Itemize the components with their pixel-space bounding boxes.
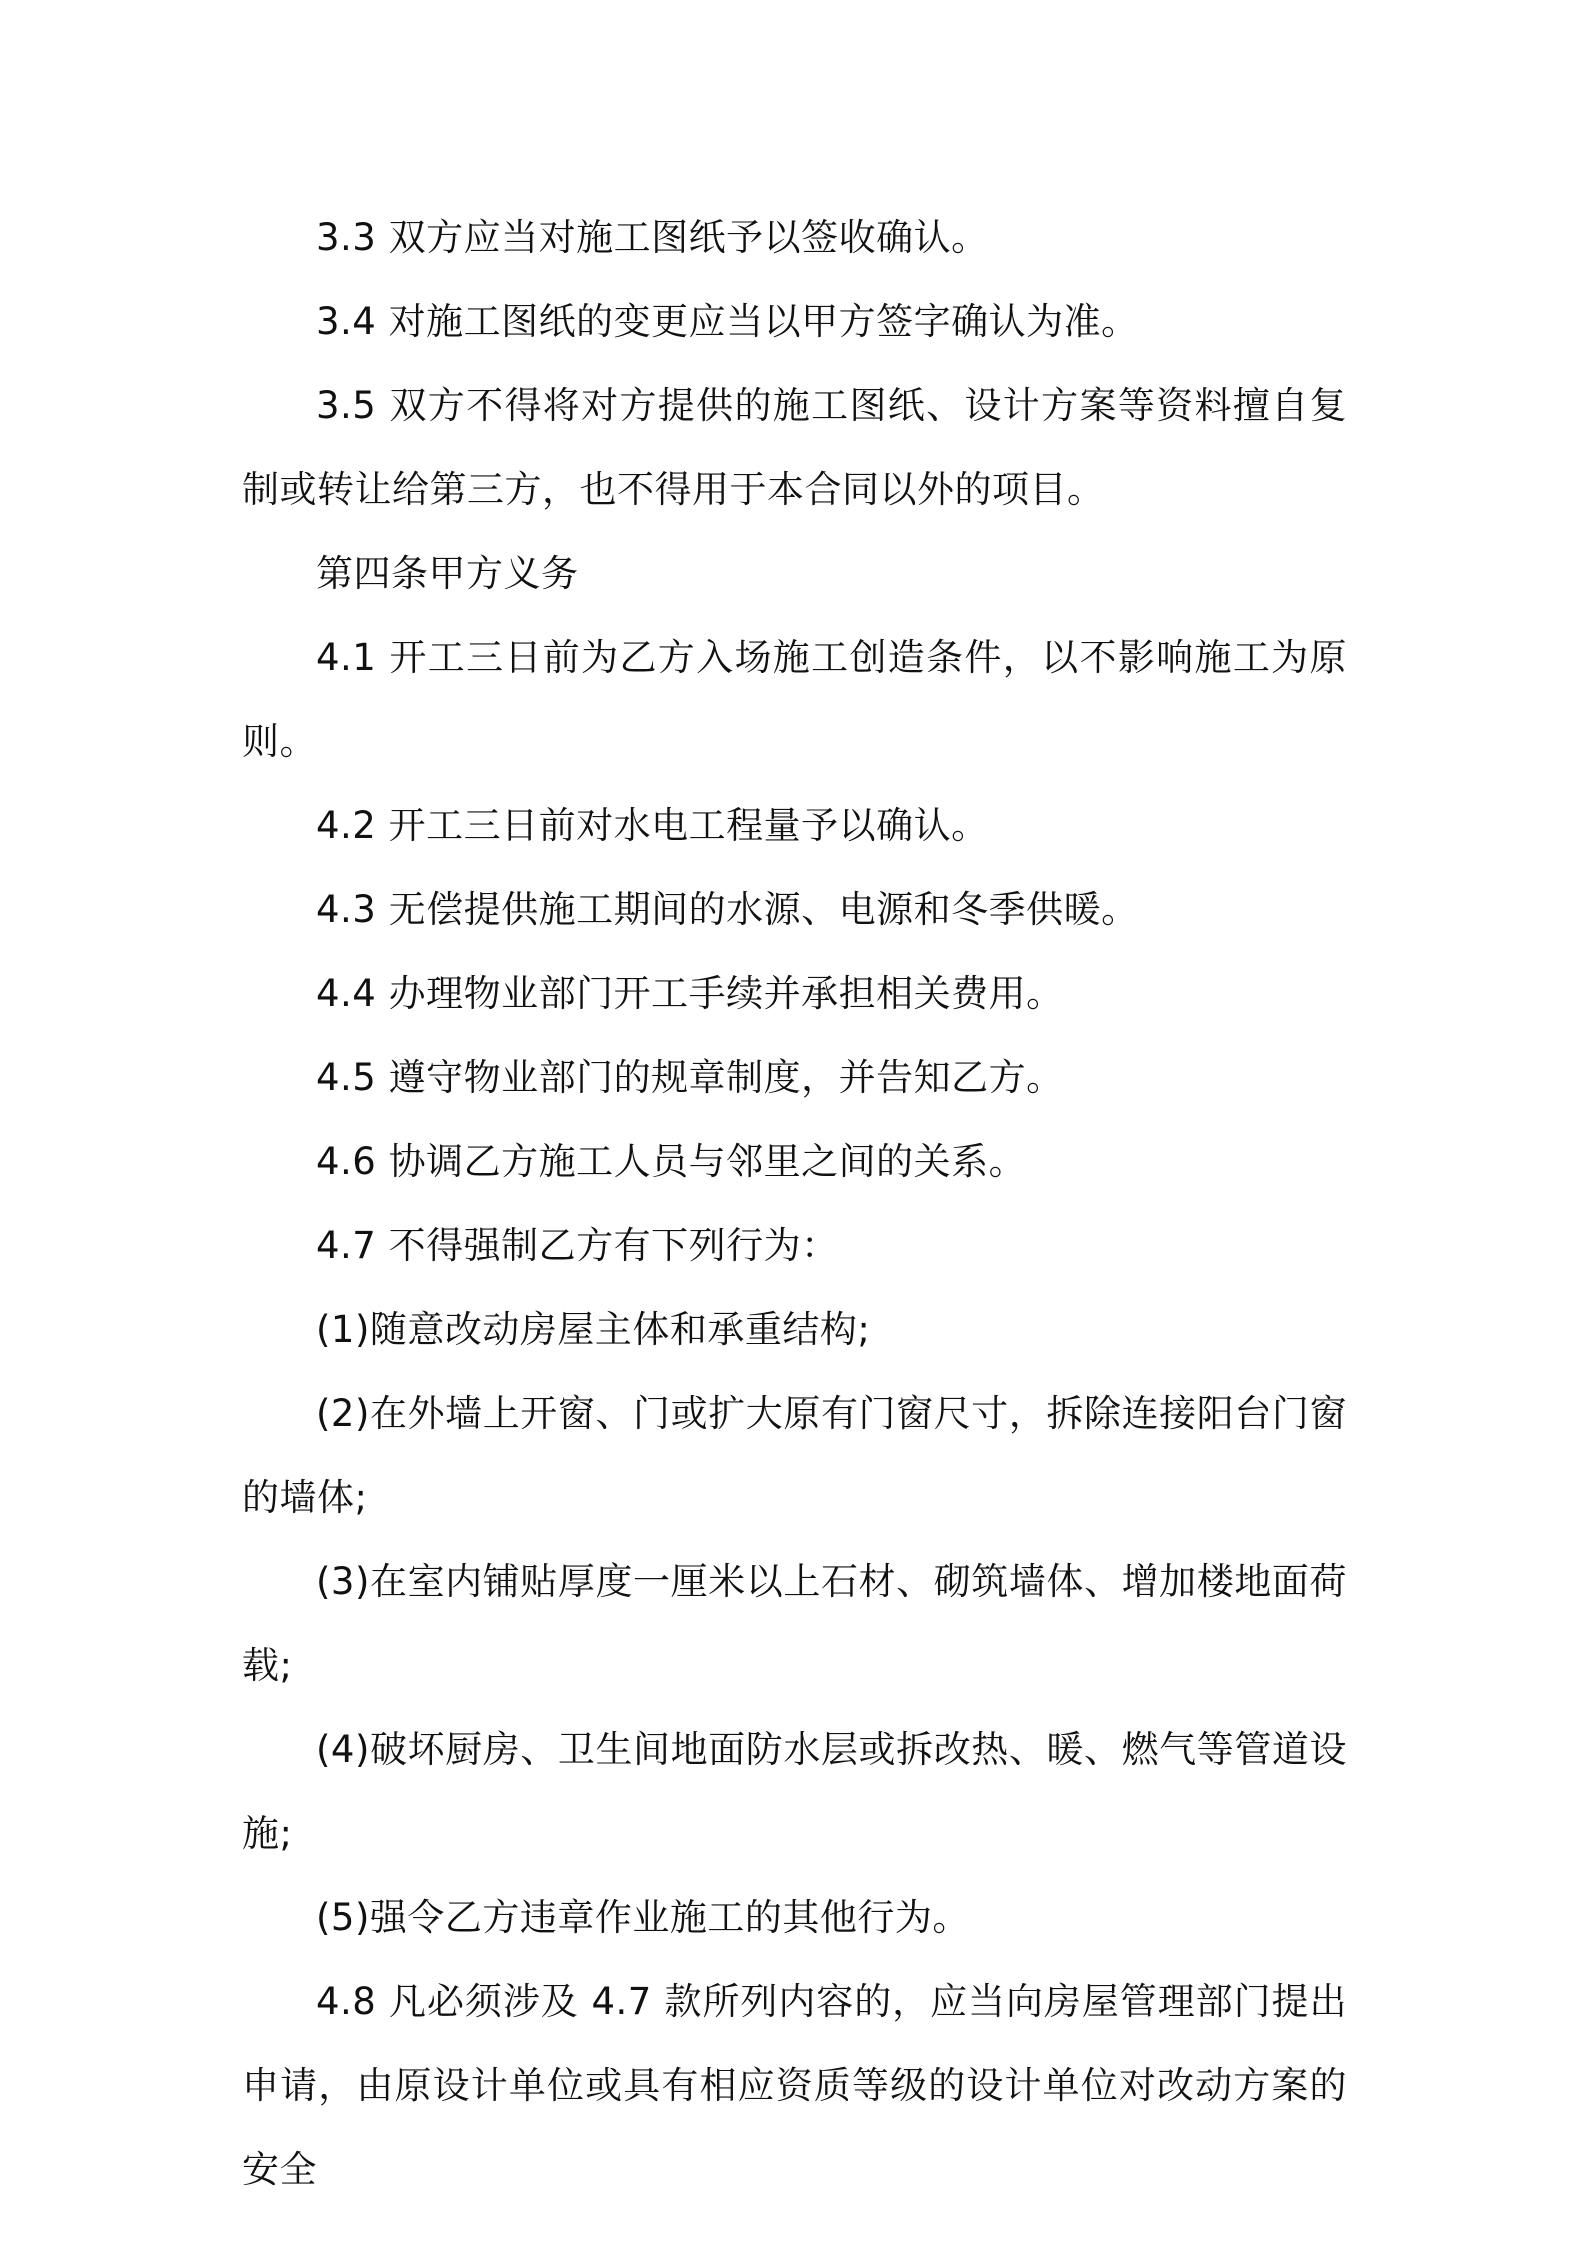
article-4-heading: 第四条甲方义务 — [316, 552, 579, 595]
clause-4-4: 4.4 办理物业部门开工手续并承担相关费用。 — [316, 972, 1064, 1015]
clause-4-3: 4.3 无偿提供施工期间的水源、电源和冬季供暖。 — [316, 888, 1139, 931]
clause-3-5: 3.5 双方不得将对方提供的施工图纸、设计方案等资料擅自复制或转让给第三方，也不得用于本合同以外的项目。 — [242, 384, 1347, 511]
clause-4-5: 4.5 遵守物业部门的规章制度，并告知乙方。 — [316, 1056, 1064, 1099]
clause-4-7-item-5: (5)强令乙方违章作业施工的其他行为。 — [316, 1896, 970, 1939]
clause-3-4: 3.4 对施工图纸的变更应当以甲方签字确认为准。 — [316, 300, 1139, 343]
clause-4-1: 4.1 开工三日前为乙方入场施工创造条件，以不影响施工为原则。 — [242, 636, 1347, 763]
clause-3-3: 3.3 双方应当对施工图纸予以签收确认。 — [316, 216, 989, 259]
document-body — [242, 196, 1347, 2212]
clause-4-7-item-2: (2)在外墙上开窗、门或扩大原有门窗尺寸，拆除连接阳台门窗的墙体; — [242, 1392, 1347, 1519]
clause-4-7-item-4: (4)破坏厨房、卫生间地面防水层或拆改热、暖、燃气等管道设施; — [242, 1728, 1347, 1855]
clause-4-7-item-1: (1)随意改动房屋主体和承重结构; — [316, 1308, 871, 1351]
clause-4-2: 4.2 开工三日前对水电工程量予以确认。 — [316, 804, 989, 847]
clause-4-8: 4.8 凡必须涉及 4.7 款所列内容的，应当向房屋管理部门提出申请，由原设计单位或具有相应资质等级的设计单位对改动方案的安全 — [242, 1980, 1347, 2191]
clause-4-6: 4.6 协调乙方施工人员与邻里之间的关系。 — [316, 1140, 1027, 1183]
clause-4-7-item-3: (3)在室内铺贴厚度一厘米以上石材、砌筑墙体、增加楼地面荷载; — [242, 1560, 1347, 1687]
clause-4-7: 4.7 不得强制乙方有下列行为： — [316, 1224, 839, 1267]
